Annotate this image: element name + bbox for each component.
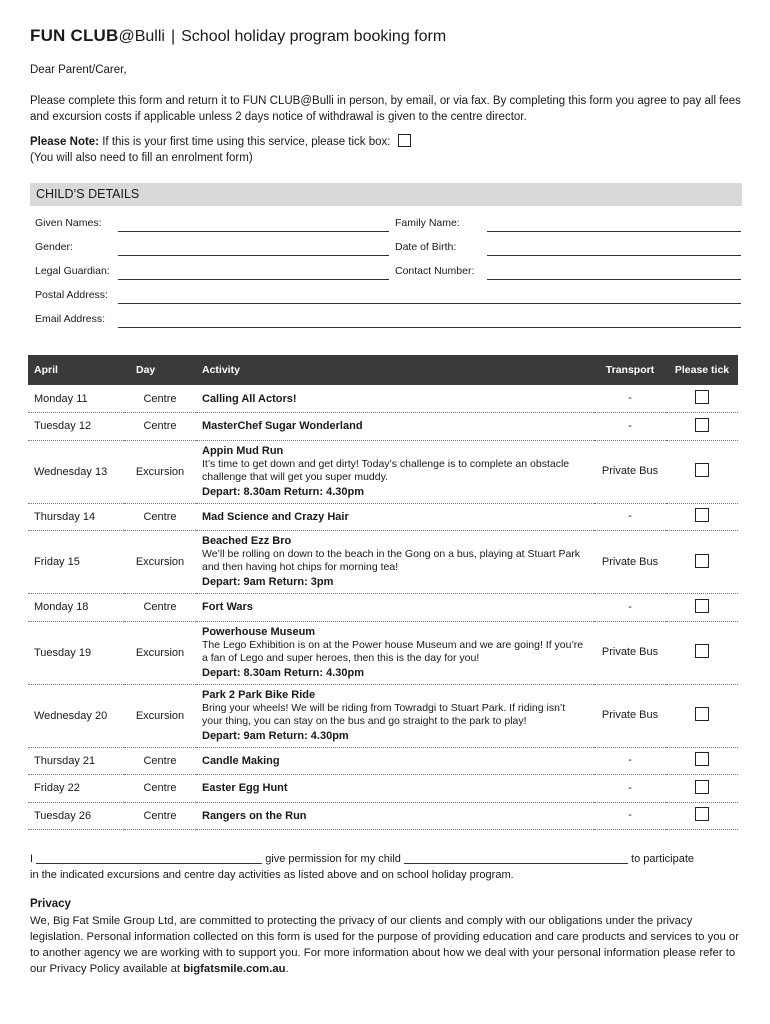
activity-tick-checkbox[interactable]	[695, 644, 709, 658]
privacy-statement	[30, 913, 745, 977]
activity-title: MasterChef Sugar Wonderland	[202, 420, 363, 433]
permission-statement	[30, 851, 742, 883]
contact-number-label: Contact Number:	[395, 265, 475, 277]
table-row	[28, 621, 738, 684]
activity-tick-checkbox[interactable]	[695, 418, 709, 432]
table-row	[28, 684, 738, 747]
activity-tick-checkbox[interactable]	[695, 780, 709, 794]
date-of-birth-field[interactable]	[487, 255, 741, 256]
contact-number-field[interactable]	[487, 279, 741, 280]
row-transport: -	[594, 503, 666, 531]
activity-title: Powerhouse Museum	[202, 625, 316, 638]
note-label: Please Note:	[30, 136, 100, 148]
table-row	[28, 594, 738, 622]
row-day-type: Excursion	[124, 531, 196, 594]
row-transport: -	[594, 747, 666, 775]
given-names-field[interactable]	[118, 231, 389, 232]
activity-title: Calling All Actors!	[202, 392, 297, 405]
activity-tick-checkbox[interactable]	[695, 752, 709, 766]
privacy-heading: Privacy	[30, 898, 71, 910]
privacy-body: We, Big Fat Smile Group Ltd, are committed to protecting the privacy of our clients and comply with our obligations under the privacy legislation. Personal information collected on this form is used for the purpose of providing education and care products and services to you or to another agency we are working with to support you. For more information about how we deal with your personal information please refer to our Privacy Policy available at	[30, 915, 739, 975]
table-row	[28, 747, 738, 775]
activity-tick-checkbox[interactable]	[695, 463, 709, 477]
legal-guardian-label: Legal Guardian:	[35, 265, 110, 277]
privacy-policy-link[interactable]: bigfatsmile.com.au	[183, 963, 286, 975]
email-address-field[interactable]	[118, 327, 741, 328]
row-day-type: Centre	[124, 802, 196, 830]
row-day-type: Centre	[124, 594, 196, 622]
row-day-type: Centre	[124, 413, 196, 441]
row-transport: -	[594, 413, 666, 441]
activity-times: Depart: 8.30am Return: 4.30pm	[202, 666, 364, 679]
gender-field[interactable]	[118, 255, 389, 256]
brand-location: @Bulli	[118, 28, 165, 45]
row-date: Friday 22	[28, 775, 124, 803]
date-of-birth-label: Date of Birth:	[395, 241, 457, 253]
family-name-label: Family Name:	[395, 217, 460, 229]
activity-times: Depart: 9am Return: 3pm	[202, 576, 334, 588]
header-please-tick: Please tick	[666, 355, 738, 385]
row-day-type: Excursion	[124, 440, 196, 503]
activity-tick-checkbox[interactable]	[695, 599, 709, 613]
row-date: Wednesday 13	[28, 440, 124, 503]
table-header-row	[28, 355, 738, 385]
intro-paragraph: Please complete this form and return it to FUN CLUB@Bulli in person, by email, or via fax. By completing this form you agree to pay all fees and excursion costs if applicable unless 2 days notice of withdrawal is given to the centre director.	[30, 95, 741, 123]
family-name-field[interactable]	[487, 231, 741, 232]
row-day-type: Excursion	[124, 621, 196, 684]
row-date: Friday 15	[28, 531, 124, 594]
activity-title: Rangers on the Run	[202, 809, 307, 822]
row-date: Thursday 21	[28, 747, 124, 775]
row-date: Thursday 14	[28, 503, 124, 531]
brand-name: FUN CLUB	[30, 26, 119, 45]
row-transport: -	[594, 775, 666, 803]
activity-description: The Lego Exhibition is on at the Power house Museum and we are going! If you’re a fan of Lego and super heroes, then this is the day for you!	[202, 638, 584, 664]
note-text: If this is your first time using this service, please tick box:	[102, 136, 391, 148]
activity-tick-checkbox[interactable]	[695, 554, 709, 568]
activity-title: Candle Making	[202, 754, 280, 767]
childs-details-heading: CHILD’S DETAILS	[30, 183, 742, 206]
table-row	[28, 440, 738, 503]
header-transport: Transport	[594, 355, 666, 385]
postal-address-label: Postal Address:	[35, 289, 108, 301]
gender-label: Gender:	[35, 241, 73, 253]
activity-description: We’ll be rolling on down to the beach in the Gong on a bus, playing at Stuart Park and then having hot chips for morning tea!	[202, 548, 581, 573]
table-row	[28, 385, 738, 413]
child-name-field[interactable]	[404, 863, 628, 864]
activity-description: Bring your wheels! We will be riding from Towradgi to Stuart Park. If riding isn’t your thing, you can stay on the bus and go straight to the park to play!	[202, 701, 566, 727]
activity-title: Park 2 Park Bike Ride	[202, 688, 316, 701]
activity-tick-checkbox[interactable]	[695, 390, 709, 404]
activity-tick-checkbox[interactable]	[695, 807, 709, 821]
table-row	[28, 531, 738, 594]
row-transport: -	[594, 594, 666, 622]
row-date: Tuesday 19	[28, 621, 124, 684]
title-separator: |	[170, 28, 176, 45]
first-time-note	[30, 134, 742, 150]
activity-title: Mad Science and Crazy Hair	[202, 510, 349, 523]
permission-suffix: to participate	[631, 853, 695, 865]
activity-times: Depart: 9am Return: 4.30pm	[202, 729, 349, 742]
row-date: Tuesday 26	[28, 802, 124, 830]
row-day-type: Centre	[124, 747, 196, 775]
row-transport: Private Bus	[594, 621, 666, 684]
header-day: Day	[124, 355, 196, 385]
activity-title: Appin Mud Run	[202, 444, 284, 457]
permission-line-2: in the indicated excursions and centre day activities as listed above and on school holiday program.	[30, 869, 514, 881]
enrolment-note: (You will also need to fill an enrolment form)	[30, 152, 253, 164]
activity-title: Beached Ezz Bro	[202, 535, 292, 547]
table-row	[28, 413, 738, 441]
row-transport: Private Bus	[594, 531, 666, 594]
table-row	[28, 802, 738, 830]
activity-schedule-table	[28, 355, 738, 830]
form-subtitle: School holiday program booking form	[181, 28, 447, 45]
row-date: Wednesday 20	[28, 684, 124, 747]
table-row	[28, 775, 738, 803]
email-address-label: Email Address:	[35, 313, 106, 325]
activity-title: Fort Wars	[202, 601, 253, 614]
table-row	[28, 503, 738, 531]
activity-times: Depart: 8.30am Return: 4.30pm	[202, 485, 364, 498]
row-day-type: Centre	[124, 385, 196, 413]
activity-tick-checkbox[interactable]	[695, 707, 709, 721]
permission-prefix: I	[30, 853, 34, 865]
parent-name-field[interactable]	[36, 863, 262, 864]
row-transport: Private Bus	[594, 684, 666, 747]
activity-description: It’s time to get down and get dirty! Today’s challenge is to complete an obstacle challenge that will get you super muddy.	[202, 457, 570, 483]
page-title	[30, 26, 446, 46]
row-transport: -	[594, 385, 666, 413]
postal-address-field[interactable]	[118, 303, 741, 304]
privacy-end: .	[285, 963, 289, 975]
header-activity: Activity	[196, 355, 594, 385]
given-names-label: Given Names:	[35, 217, 102, 229]
activity-title: Easter Egg Hunt	[202, 782, 288, 795]
activity-tick-checkbox[interactable]	[695, 508, 709, 522]
first-time-checkbox[interactable]	[398, 134, 411, 147]
row-day-type: Centre	[124, 775, 196, 803]
permission-middle: give permission for my child	[265, 853, 401, 865]
row-date: Monday 11	[28, 385, 124, 413]
greeting: Dear Parent/Carer,	[30, 64, 127, 76]
row-date: Tuesday 12	[28, 413, 124, 441]
row-transport: Private Bus	[594, 440, 666, 503]
header-month: April	[28, 355, 124, 385]
row-day-type: Excursion	[124, 684, 196, 747]
row-day-type: Centre	[124, 503, 196, 531]
row-date: Monday 18	[28, 594, 124, 622]
legal-guardian-field[interactable]	[118, 279, 389, 280]
row-transport: -	[594, 802, 666, 830]
